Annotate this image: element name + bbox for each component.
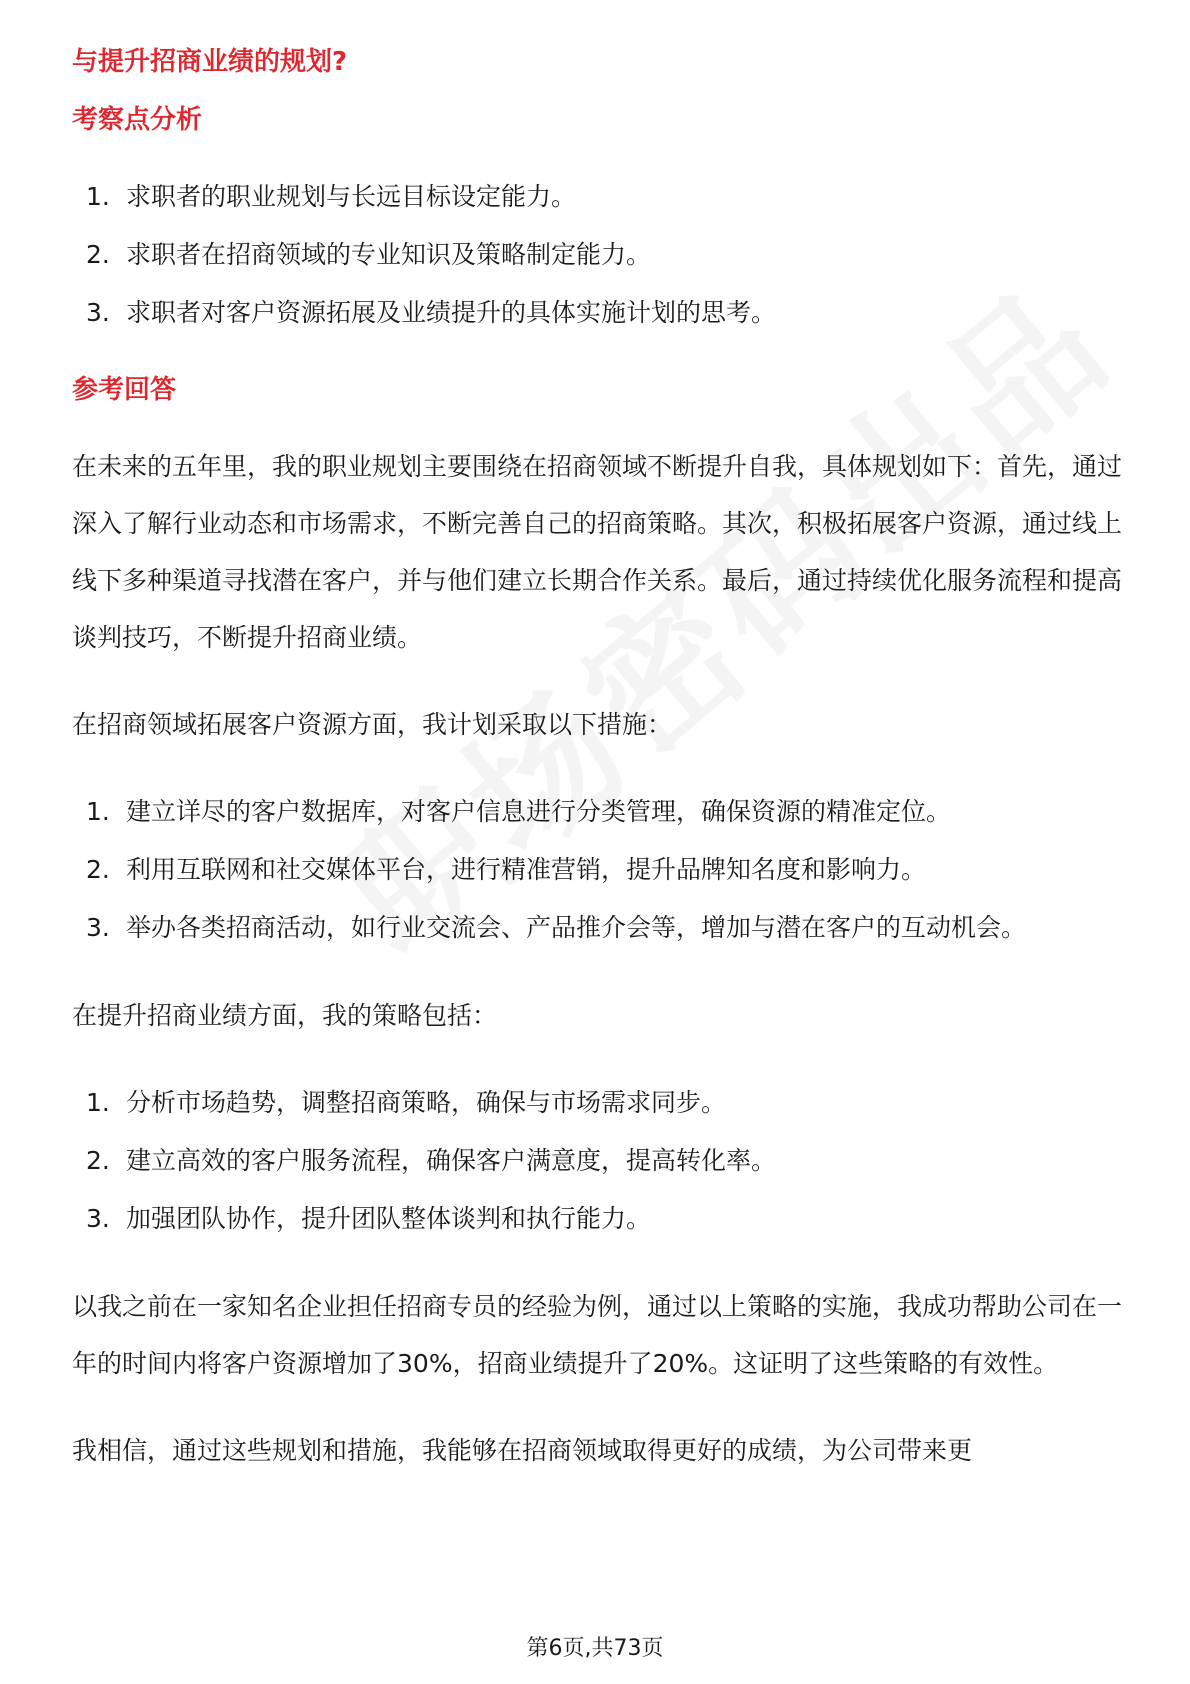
list-text: 分析市场趋势，调整招商策略，确保与市场需求同步。 (126, 1088, 727, 1117)
list-item (72, 226, 1122, 284)
answer-paragraph-intro: 在未来的五年里，我的职业规划主要围绕在招商领域不断提升自我，具体规划如下：首先，通过深入了解行业动态和市场需求，不断完善自己的招商策略。其次，积极拓展客户资源，通过线上线下多种渠道寻找潜在客户，并与他们建立长期合作关系。最后，通过持续优化服务流程和提高谈判技巧，不断提升招商业绩。 (72, 452, 1123, 652)
list-number: 2. (86, 1146, 110, 1175)
list-number: 1. (86, 797, 110, 826)
resources-list (72, 783, 1122, 957)
list-item (72, 1074, 1122, 1132)
list-item (72, 783, 1122, 841)
list-text: 举办各类招商活动，如行业交流会、产品推介会等，增加与潜在客户的互动机会。 (126, 913, 1027, 942)
list-text: 求职者在招商领域的专业知识及策略制定能力。 (126, 240, 652, 269)
list-number: 1. (86, 182, 110, 211)
list-text: 利用互联网和社交媒体平台，进行精准营销，提升品牌知名度和影响力。 (126, 855, 927, 884)
list-item (72, 1190, 1122, 1248)
list-number: 3. (86, 298, 110, 327)
analysis-heading: 考察点分析 (72, 105, 203, 135)
analysis-list (72, 168, 1122, 342)
list-item (72, 899, 1122, 957)
answer-paragraph-closing: 我相信，通过这些规划和措施，我能够在招商领域取得更好的成绩，为公司带来更 (72, 1436, 973, 1465)
list-number: 2. (86, 240, 110, 269)
list-number: 3. (86, 913, 110, 942)
list-number: 2. (86, 855, 110, 884)
list-item (72, 841, 1122, 899)
list-text: 求职者对客户资源拓展及业绩提升的具体实施计划的思考。 (126, 298, 777, 327)
page-number: 第6页,共73页 (526, 1636, 664, 1661)
list-number: 3. (86, 1204, 110, 1233)
answer-heading: 参考回答 (72, 375, 177, 405)
answer-paragraph-resources: 在招商领域拓展客户资源方面，我计划采取以下措施： (72, 710, 673, 739)
list-item (72, 168, 1122, 226)
answer-paragraph-performance: 在提升招商业绩方面，我的策略包括： (72, 1001, 498, 1030)
list-text: 求职者的职业规划与长远目标设定能力。 (126, 182, 577, 211)
list-number: 1. (86, 1088, 110, 1117)
question-title-tail: 与提升招商业绩的规划? (72, 47, 348, 77)
list-text: 建立高效的客户服务流程，确保客户满意度，提高转化率。 (126, 1146, 777, 1175)
answer-paragraph-example: 以我之前在一家知名企业担任招商专员的经验为例，通过以上策略的实施，我成功帮助公司在一年的时间内将客户资源增加了30%，招商业绩提升了20%。这证明了这些策略的有效性。 (72, 1292, 1123, 1378)
page-content (72, 44, 1122, 1509)
performance-list (72, 1074, 1122, 1248)
list-text: 建立详尽的客户数据库，对客户信息进行分类管理，确保资源的精准定位。 (126, 797, 952, 826)
list-item (72, 1132, 1122, 1190)
list-item (72, 284, 1122, 342)
list-text: 加强团队协作，提升团队整体谈判和执行能力。 (126, 1204, 652, 1233)
